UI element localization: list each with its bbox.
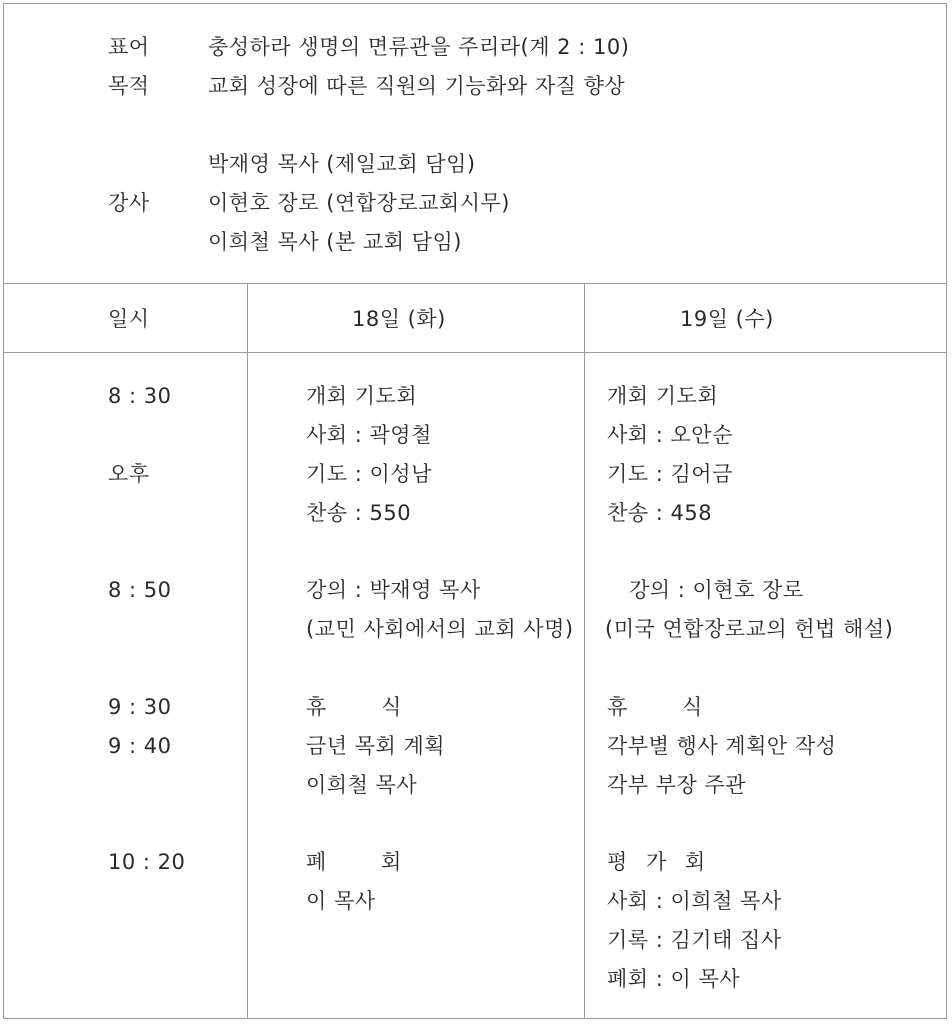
header-divider [3,283,947,284]
time-0830: 8 : 30 [108,384,172,408]
d18-opening-prayer: 개회 기도회 [306,384,418,408]
d18-prayer: 기도 : 이성남 [306,462,432,486]
d19-break: 휴 식 [607,695,727,719]
column-divider-2 [584,283,585,1019]
col-header-day19: 19일 (수) [680,307,774,331]
d18-hymn: 찬송 : 550 [306,501,412,525]
d18-plan: 금년 목회 계획 [306,734,446,758]
d18-lecture: 강의 : 박재영 목사 [306,578,481,602]
motto-text: 충성하라 생명의 면류관을 주리라(계 2 : 10) [208,35,630,59]
d18-closing-by: 이 목사 [306,889,376,913]
d19-plan-host: 각부 부장 주관 [607,773,747,797]
time-0930: 9 : 30 [108,695,172,719]
speaker-3: 이희철 목사 (본 교회 담임) [208,230,462,254]
column-header-divider [3,352,947,353]
purpose-text: 교회 성장에 따른 직원의 기능화와 자질 향상 [208,74,626,98]
speaker-2: 이현호 장로 (연합장로교회시무) [208,191,510,215]
d18-plan-speaker: 이희철 목사 [306,773,418,797]
d18-break: 휴 식 [306,695,426,719]
d18-closing: 폐 회 [306,850,426,874]
d19-opening-prayer: 개회 기도회 [607,384,719,408]
time-0940: 9 : 40 [108,734,172,758]
d19-eval-recorder: 기록 : 김기태 집사 [607,928,782,952]
d19-hymn: 찬송 : 458 [607,501,713,525]
d19-lecture: 강의 : 이현호 장로 [629,578,804,602]
d19-lecture-topic: (미국 연합장로교의 헌법 해설) [605,617,894,641]
d19-plan: 각부별 행사 계획안 작성 [607,734,837,758]
motto-label: 표어 [108,35,150,59]
d19-eval-host: 사회 : 이희철 목사 [607,889,782,913]
purpose-label: 목적 [108,74,150,98]
time-0850: 8 : 50 [108,578,172,602]
speaker-1: 박재영 목사 (제일교회 담임) [208,152,476,176]
time-1020: 10 : 20 [108,850,186,874]
speakers-label: 강사 [108,191,150,215]
d18-lecture-topic: (교민 사회에서의 교회 사명) [306,617,574,641]
col-header-day18: 18일 (화) [352,307,446,331]
column-divider-1 [247,283,248,1019]
time-pm: 오후 [108,462,150,486]
d18-host: 사회 : 곽영철 [306,423,432,447]
col-header-time: 일시 [108,307,150,331]
d19-prayer: 기도 : 김어금 [607,462,733,486]
d19-eval-closing: 폐회 : 이 목사 [607,967,741,991]
d19-host: 사회 : 오안순 [607,423,733,447]
d19-evaluation: 평 가 회 [607,850,712,874]
